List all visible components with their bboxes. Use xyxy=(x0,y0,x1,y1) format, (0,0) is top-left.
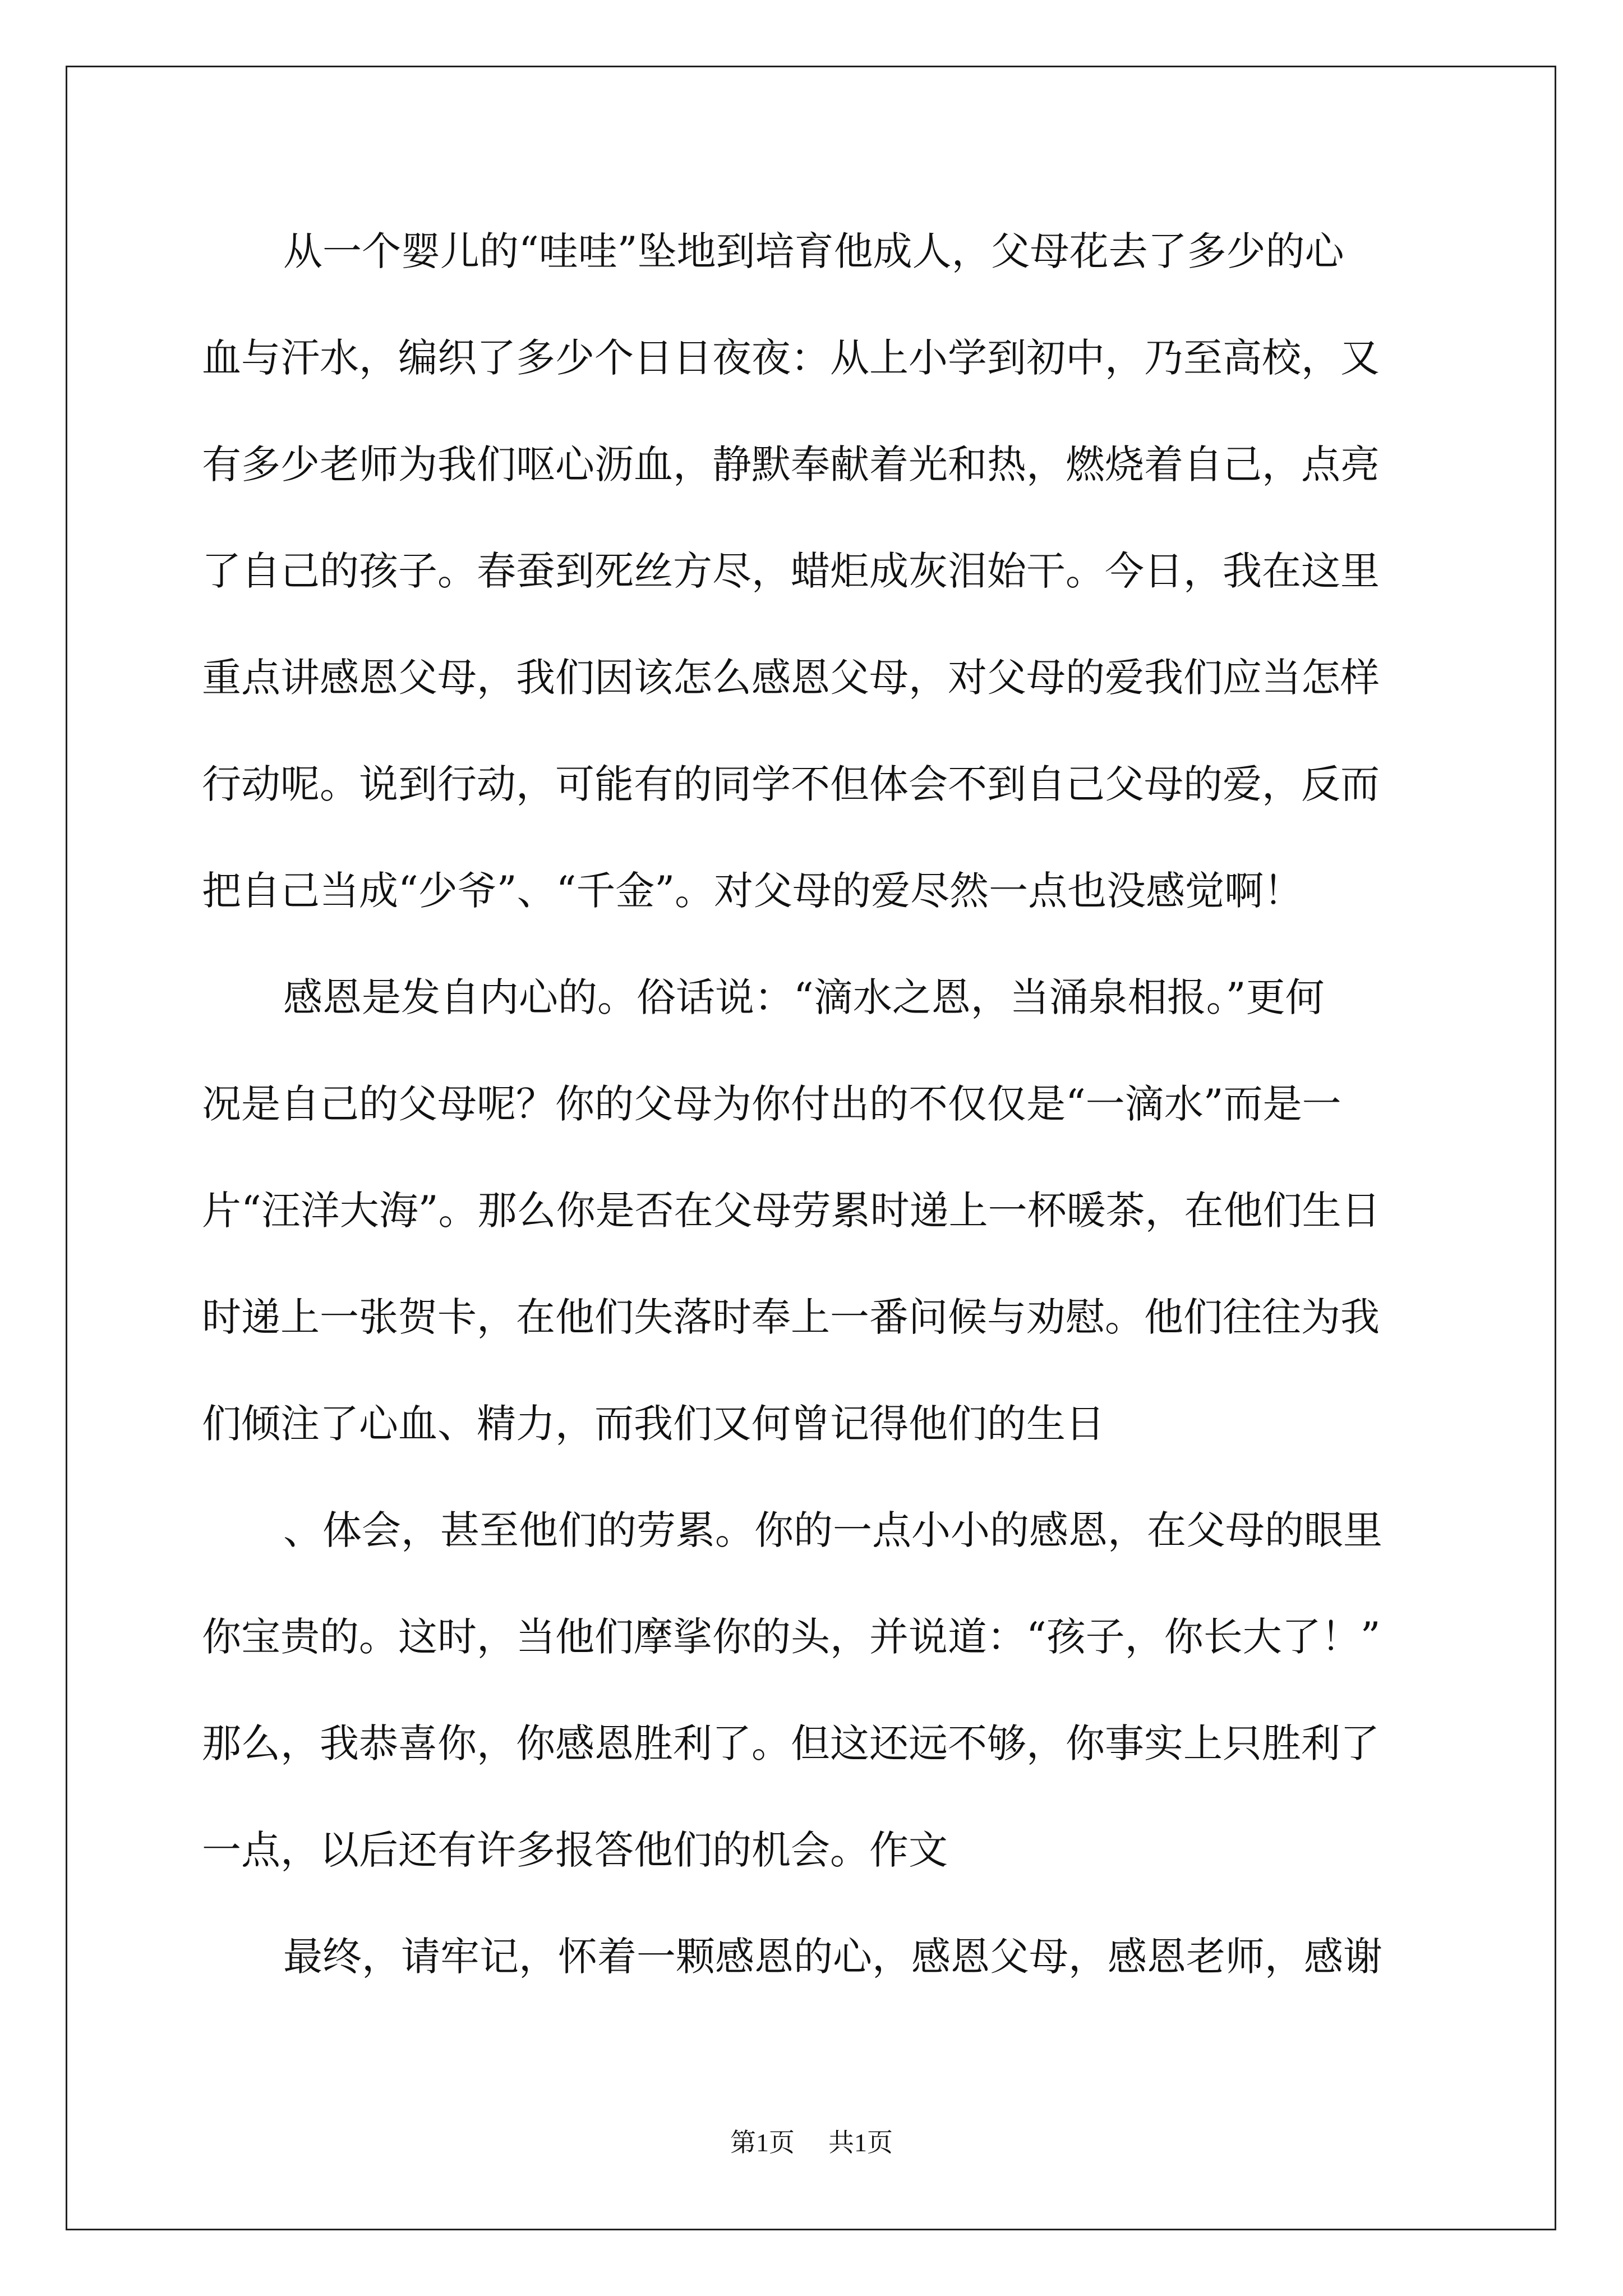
paragraph-1-line-2: 血与汗水，编织了多少个日日夜夜：从上小学到初中，乃至高校，又 xyxy=(202,335,1380,381)
paragraph-2-line-2: 况是自己的父母呢？你的父母为你付出的不仅仅是“一滴水”而是一 xyxy=(202,1081,1341,1127)
paragraph-1-line-7: 把自己当成“少爷”、“千金”。对父母的爱尽然一点也没感觉啊！ xyxy=(202,868,1303,914)
paragraph-1-line-5: 重点讲感恩父母，我们因该怎么感恩父母，对父母的爱我们应当怎样 xyxy=(202,655,1380,701)
paragraph-3-line-3: 那么，我恭喜你，你感恩胜利了。但这还远不够，你事实上只胜利了 xyxy=(202,1720,1380,1766)
paragraph-3-line-2: 你宝贵的。这时，当他们摩挲你的头，并说道：“孩子，你长大了！” xyxy=(202,1614,1381,1660)
page-total: 共1页 xyxy=(828,2128,893,2157)
page-footer xyxy=(0,2126,1623,2160)
paragraph-1-line-1: 从一个婴儿的“哇哇”坠地到培育他成人，父母花去了多少的心 xyxy=(283,228,1344,274)
paragraph-1-line-4: 了自己的孩子。春蚕到死丝方尽，蜡炬成灰泪始干。今日，我在这里 xyxy=(202,548,1380,594)
paragraph-3-line-1: 、体会，甚至他们的劳累。你的一点小小的感恩，在父母的眼里 xyxy=(283,1507,1382,1553)
paragraph-2-line-3: 片“汪洋大海”。那么你是否在父母劳累时递上一杯暖茶，在他们生日 xyxy=(202,1188,1381,1234)
paragraph-2-line-4: 时递上一张贺卡，在他们失落时奉上一番问候与劝慰。他们往往为我 xyxy=(202,1294,1380,1340)
paragraph-2-line-1: 感恩是发自内心的。俗话说：“滴水之恩，当涌泉相报。”更何 xyxy=(283,974,1325,1020)
paragraph-2-line-5: 们倾注了心血、精力，而我们又何曾记得他们的生日 xyxy=(202,1401,1105,1447)
paragraph-3-line-4: 一点，以后还有许多报答他们的机会。作文 xyxy=(202,1827,948,1873)
paragraph-1-line-6: 行动呢。说到行动，可能有的同学不但体会不到自己父母的爱，反而 xyxy=(202,761,1380,807)
page-border xyxy=(66,66,1556,2230)
paragraph-1-line-3: 有多少老师为我们呕心沥血，静默奉献着光和热，燃烧着自己，点亮 xyxy=(202,441,1380,487)
paragraph-4-line-1: 最终，请牢记，怀着一颗感恩的心，感恩父母，感恩老师，感谢 xyxy=(283,1934,1382,1980)
page-number: 第1页 xyxy=(730,2128,795,2157)
